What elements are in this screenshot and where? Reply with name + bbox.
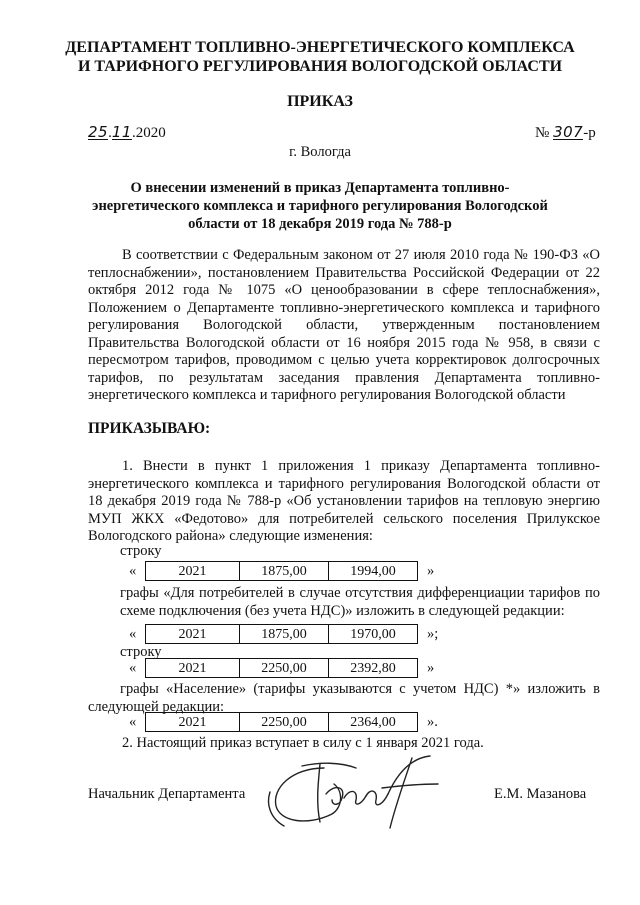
cell-tariff-2: 2364,00 bbox=[328, 712, 418, 732]
quote-open: « bbox=[129, 660, 137, 676]
cell-year: 2021 bbox=[145, 712, 240, 732]
tariff-row-3 bbox=[120, 658, 450, 678]
cell-tariff-1: 1875,00 bbox=[239, 561, 329, 581]
cell-tariff-1: 2250,00 bbox=[239, 712, 329, 732]
department-header-line1: ДЕПАРТАМЕНТ ТОПЛИВНО-ЭНЕРГЕТИЧЕСКОГО КОМПЛЕКСА bbox=[65, 39, 575, 56]
date-year: .2020 bbox=[131, 125, 166, 141]
quote-close: » bbox=[427, 660, 435, 676]
number-prefix: № bbox=[535, 125, 550, 141]
tariff-row-2 bbox=[120, 624, 450, 644]
item-2-paragraph: 2. Настоящий приказ вступает в силу с 1 января 2021 года. bbox=[122, 735, 484, 751]
quote-open: « bbox=[129, 563, 137, 579]
number-value: 307 bbox=[553, 123, 584, 141]
date-day: 25 bbox=[88, 123, 109, 141]
order-date: 25.11.2020 bbox=[88, 123, 166, 141]
subject-line3: области от 18 декабря 2019 года № 788-р bbox=[188, 216, 452, 232]
tariff-row-4 bbox=[120, 712, 450, 732]
cell-year: 2021 bbox=[145, 561, 240, 581]
label-graph-1: графы «Для потребителей в случае отсутствия дифференциации тарифов по схеме подключения (без учета НДС)» изложить в следующей редакции: bbox=[120, 585, 600, 619]
handwritten-signature bbox=[262, 748, 452, 833]
city: г. Вологда bbox=[289, 144, 351, 160]
department-header-line2: И ТАРИФНОГО РЕГУЛИРОВАНИЯ ВОЛОГОДСКОЙ ОБЛАСТИ bbox=[77, 58, 563, 75]
number-suffix: -р bbox=[583, 125, 596, 141]
cell-tariff-2: 2392,80 bbox=[328, 658, 418, 678]
order-subject bbox=[60, 179, 580, 233]
cell-tariff-1: 2250,00 bbox=[239, 658, 329, 678]
cell-tariff-2: 1970,00 bbox=[328, 624, 418, 644]
quote-open: « bbox=[129, 714, 137, 730]
quote-close: » bbox=[427, 563, 435, 579]
subject-line1: О внесении изменений в приказ Департамента топливно- bbox=[130, 180, 510, 196]
subject-line2: энергетического комплекса и тарифного регулирования Вологодской bbox=[92, 198, 548, 214]
cell-year: 2021 bbox=[145, 624, 240, 644]
quote-close: ». bbox=[427, 714, 438, 730]
order-number bbox=[535, 125, 596, 142]
order-title: ПРИКАЗ bbox=[287, 93, 353, 110]
cell-year: 2021 bbox=[145, 658, 240, 678]
signatory-position: Начальник Департамента bbox=[88, 786, 246, 802]
quote-close: »; bbox=[427, 626, 439, 642]
date-month: 11 bbox=[111, 123, 132, 141]
label-graph-2: графы «Население» (тарифы указываются с учетом НДС) *» изложить в следующей редакции: bbox=[88, 681, 600, 715]
item-1-paragraph: 1. Внести в пункт 1 приложения 1 приказу Департамента топливно-энергетического комплекса и тарифного регулирования Вологодской области от 18 декабря 2019 года № 788-р «Об установлении тарифов на тепловую энергию МУП ЖКХ «Федотово» для потребителей сельского поселения Прилукское Вологодского района» следующие изменения: bbox=[88, 458, 600, 544]
signatory-name: Е.М. Мазанова bbox=[494, 786, 587, 802]
quote-open: « bbox=[129, 626, 137, 642]
cell-tariff-2: 1994,00 bbox=[328, 561, 418, 581]
label-row-1: строку bbox=[120, 543, 162, 559]
decree-word: ПРИКАЗЫВАЮ: bbox=[88, 420, 211, 437]
tariff-row-1 bbox=[120, 561, 450, 581]
preamble-paragraph: В соответствии с Федеральным законом от 27 июля 2010 года № 190-ФЗ «О теплоснабжении», постановлением Правительства Российской Федерации от 22 октября 2012 года № 1075 «О ценообразовании в сфере теплоснабжения», Положением о Департаменте топливно-энергетического комплекса и тарифного регулирования Вологодской области, утвержденным постановлением Правительства Вологодской области от 16 ноября 2015 года № 958, в связи с пересмотром тарифов, проводимом с целью учета корректировок долгосрочных тарифов, по результатам заседания правления Департамента топливно-энергетического комплекса и тарифного регулирования Вологодской области bbox=[88, 247, 600, 403]
cell-tariff-1: 1875,00 bbox=[239, 624, 329, 644]
label-row-2: строку bbox=[120, 644, 162, 660]
